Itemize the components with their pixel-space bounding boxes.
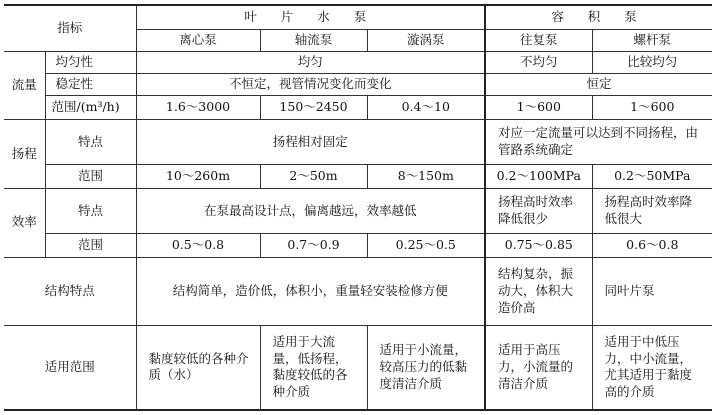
flow-stability-row	[4, 73, 712, 95]
efficiency-range-screw: 0.6～0.8	[592, 234, 712, 257]
application-row	[4, 325, 712, 410]
pump-comparison-table	[4, 4, 712, 411]
flow-uniformity-row	[4, 52, 712, 73]
head-range-reciprocating: 0.2～100MPa	[485, 165, 592, 188]
header-pump-centrifugal: 离心泵	[136, 29, 260, 51]
header-group-positive: 容 积 泵	[485, 5, 712, 29]
structure-row	[4, 257, 712, 325]
flow-range-axial: 150～2450	[260, 96, 367, 120]
header-group-impeller: 叶 片 水 泵	[136, 5, 485, 29]
flow-range-screw: 1～600	[592, 96, 712, 120]
flow-stability-label: 稳定性	[45, 73, 136, 95]
flow-uniformity-impeller: 均匀	[136, 52, 485, 73]
header-pump-screw: 螺杆泵	[592, 29, 712, 51]
head-feature-row	[4, 120, 712, 165]
application-axial: 适用于大流量，低扬程，黏度较低的各种介质	[260, 325, 367, 410]
head-range-axial: 2～50m	[260, 165, 367, 188]
header-row-1	[4, 5, 712, 29]
flow-label: 流量	[4, 52, 45, 120]
structure-label: 结构特点	[4, 257, 136, 325]
application-reciprocating: 适用于高压力，小流量的清洁介质	[485, 325, 592, 410]
flow-range-vortex: 0.4～10	[367, 96, 485, 120]
flow-range-reciprocating: 1～600	[485, 96, 592, 120]
efficiency-feature-impeller: 在泵最高设计点，偏离越远，效率越低	[136, 188, 485, 234]
efficiency-range-label: 范围	[45, 234, 136, 257]
efficiency-feature-row	[4, 188, 712, 234]
head-label: 扬程	[4, 120, 45, 188]
application-vortex: 适用于小流量，较高压力的低黏度清洁介质	[367, 325, 485, 410]
head-feature-label: 特点	[45, 120, 136, 165]
head-range-centrifugal: 10～260m	[136, 165, 260, 188]
head-range-screw: 0.2～50MPa	[592, 165, 712, 188]
efficiency-feature-screw: 扬程高时效率降低很大	[592, 188, 712, 234]
head-feature-impeller: 扬程相对固定	[136, 120, 485, 165]
flow-range-row	[4, 96, 712, 120]
flow-stability-positive: 恒定	[485, 73, 712, 95]
header-indicator: 指标	[4, 5, 136, 52]
head-range-row	[4, 165, 712, 188]
efficiency-range-centrifugal: 0.5～0.8	[136, 234, 260, 257]
structure-reciprocating: 结构复杂，振动大，体积大造价高	[485, 257, 592, 325]
efficiency-range-vortex: 0.25～0.5	[367, 234, 485, 257]
flow-stability-impeller: 不恒定，视管情况变化而变化	[136, 73, 485, 95]
efficiency-feature-reciprocating: 扬程高时效率降低很少	[485, 188, 592, 234]
head-feature-positive: 对应一定流量可以达到不同扬程，由管路系统确定	[485, 120, 712, 165]
flow-uniformity-reciprocating: 不均匀	[485, 52, 592, 73]
efficiency-range-row	[4, 234, 712, 257]
header-pump-vortex: 漩涡泵	[367, 29, 485, 51]
application-label: 适用范围	[4, 325, 136, 410]
efficiency-feature-label: 特点	[45, 188, 136, 234]
structure-impeller: 结构简单，造价低，体积小，重量轻安装检修方便	[136, 257, 485, 325]
application-screw: 适用于中低压力，中小流量，尤其适用于黏度高的介质	[592, 325, 712, 410]
flow-uniformity-label: 均匀性	[45, 52, 136, 73]
flow-uniformity-screw: 比较均匀	[592, 52, 712, 73]
flow-range-centrifugal: 1.6～3000	[136, 96, 260, 120]
efficiency-label: 效率	[4, 188, 45, 257]
efficiency-range-axial: 0.7～0.9	[260, 234, 367, 257]
head-range-vortex: 8～150m	[367, 165, 485, 188]
application-centrifugal: 黏度较低的各种介质（水）	[136, 325, 260, 410]
flow-range-label: 范围/(m³/h)	[45, 96, 136, 120]
efficiency-range-reciprocating: 0.75～0.85	[485, 234, 592, 257]
header-pump-axial: 轴流泵	[260, 29, 367, 51]
header-pump-reciprocating: 往复泵	[485, 29, 592, 51]
structure-screw: 同叶片泵	[592, 257, 712, 325]
head-range-label: 范围	[45, 165, 136, 188]
